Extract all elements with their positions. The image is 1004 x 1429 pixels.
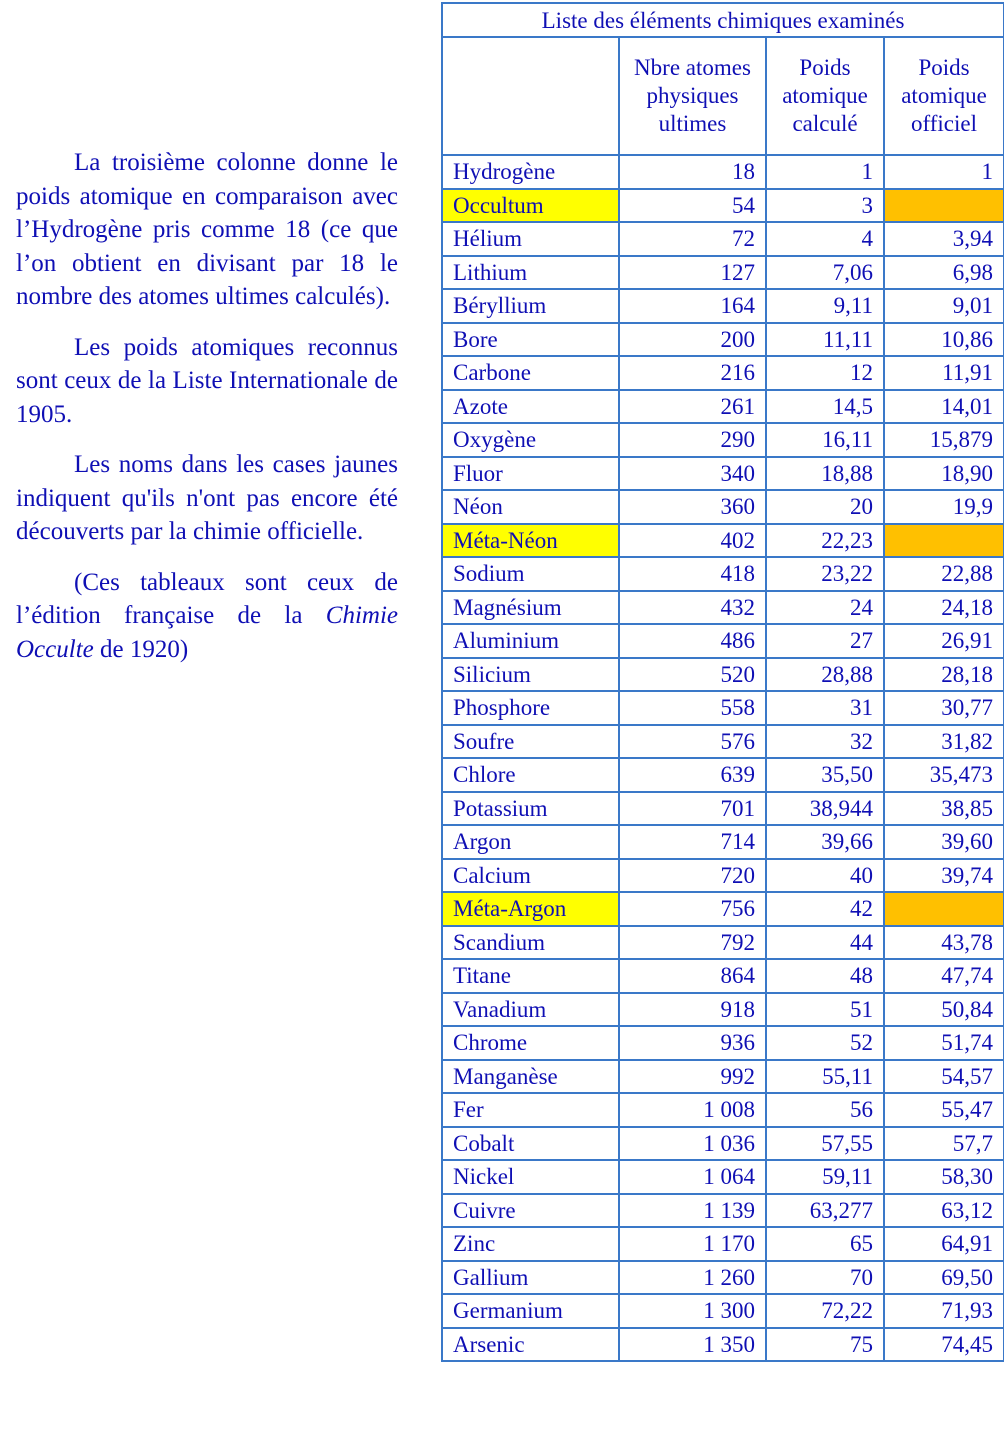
calculated-weight-cell: 4 (766, 222, 884, 256)
atom-count-cell: 72 (619, 222, 766, 256)
atom-count-cell: 1 260 (619, 1261, 766, 1295)
element-name-cell: Hydrogène (442, 155, 619, 189)
element-name-cell: Titane (442, 959, 619, 993)
calculated-weight-cell: 24 (766, 591, 884, 625)
table-row (442, 155, 1004, 189)
calculated-weight-cell: 70 (766, 1261, 884, 1295)
table-row (442, 792, 1004, 826)
atom-count-cell: 486 (619, 624, 766, 658)
source-note-start: (Ces tableaux sont ceux de l’édition française de la (16, 568, 398, 629)
table-row (442, 1227, 1004, 1261)
calculated-weight-cell: 57,55 (766, 1127, 884, 1161)
table-row (442, 993, 1004, 1027)
element-name-cell: Hélium (442, 222, 619, 256)
atom-count-cell: 418 (619, 557, 766, 591)
atom-count-cell: 200 (619, 323, 766, 357)
atom-count-cell: 290 (619, 423, 766, 457)
atom-count-cell: 714 (619, 825, 766, 859)
element-name-cell: Sodium (442, 557, 619, 591)
element-name-cell: Aluminium (442, 624, 619, 658)
element-name-cell: Argon (442, 825, 619, 859)
official-weight-cell: 14,01 (884, 390, 1004, 424)
paragraph-source-note (16, 566, 398, 667)
official-weight-cell: 3,94 (884, 222, 1004, 256)
table-row (442, 825, 1004, 859)
official-weight-cell: 18,90 (884, 457, 1004, 491)
calculated-weight-cell: 3 (766, 189, 884, 223)
official-weight-cell: 58,30 (884, 1160, 1004, 1194)
official-weight-cell: 63,12 (884, 1194, 1004, 1228)
paragraph-official-weights: Les poids atomiques reconnus sont ceux de la Liste Internationale de 1905. (16, 333, 398, 428)
element-name-cell: Zinc (442, 1227, 619, 1261)
element-name-cell: Oxygène (442, 423, 619, 457)
table-row (442, 591, 1004, 625)
element-name-cell: Cobalt (442, 1127, 619, 1161)
calculated-weight-cell: 23,22 (766, 557, 884, 591)
atom-count-cell: 864 (619, 959, 766, 993)
table-row (442, 691, 1004, 725)
element-name-cell: Silicium (442, 658, 619, 692)
table-row (442, 658, 1004, 692)
table-caption-row (442, 3, 1004, 37)
table-row (442, 1328, 1004, 1362)
element-name-cell: Lithium (442, 256, 619, 290)
table-row (442, 624, 1004, 658)
element-name-cell: Scandium (442, 926, 619, 960)
atom-count-cell: 701 (619, 792, 766, 826)
element-name-cell: Occultum (442, 189, 619, 223)
table-row (442, 189, 1004, 223)
table-row (442, 1294, 1004, 1328)
table-row (442, 1093, 1004, 1127)
calculated-weight-cell: 48 (766, 959, 884, 993)
calculated-weight-cell: 75 (766, 1328, 884, 1362)
official-weight-cell: 24,18 (884, 591, 1004, 625)
atom-count-cell: 432 (619, 591, 766, 625)
table-row (442, 557, 1004, 591)
table-row (442, 758, 1004, 792)
atom-count-cell: 992 (619, 1060, 766, 1094)
header-calculated-weight: Poids atomique calculé (766, 37, 884, 155)
table-row (442, 959, 1004, 993)
calculated-weight-cell: 16,11 (766, 423, 884, 457)
elements-table (441, 2, 1004, 1362)
calculated-weight-cell: 35,50 (766, 758, 884, 792)
element-name-cell: Méta-Néon (442, 524, 619, 558)
atom-count-cell: 261 (619, 390, 766, 424)
atom-count-cell: 1 064 (619, 1160, 766, 1194)
calculated-weight-cell: 51 (766, 993, 884, 1027)
table-body (442, 155, 1004, 1361)
atom-count-cell: 792 (619, 926, 766, 960)
calculated-weight-cell: 55,11 (766, 1060, 884, 1094)
official-weight-cell: 50,84 (884, 993, 1004, 1027)
table-row (442, 356, 1004, 390)
atom-count-cell: 936 (619, 1026, 766, 1060)
calculated-weight-cell: 65 (766, 1227, 884, 1261)
official-weight-cell (884, 892, 1004, 926)
atom-count-cell: 340 (619, 457, 766, 491)
official-weight-cell: 26,91 (884, 624, 1004, 658)
atom-count-cell: 54 (619, 189, 766, 223)
table-row (442, 390, 1004, 424)
atom-count-cell: 520 (619, 658, 766, 692)
element-name-cell: Fluor (442, 457, 619, 491)
calculated-weight-cell: 28,88 (766, 658, 884, 692)
official-weight-cell: 43,78 (884, 926, 1004, 960)
element-name-cell: Carbone (442, 356, 619, 390)
atom-count-cell: 216 (619, 356, 766, 390)
official-weight-cell: 74,45 (884, 1328, 1004, 1362)
element-name-cell: Germanium (442, 1294, 619, 1328)
table-row (442, 926, 1004, 960)
element-name-cell: Néon (442, 490, 619, 524)
official-weight-cell: 9,01 (884, 289, 1004, 323)
element-name-cell: Calcium (442, 859, 619, 893)
calculated-weight-cell: 42 (766, 892, 884, 926)
atom-count-cell: 1 139 (619, 1194, 766, 1228)
header-atom-count: Nbre atomes physiques ultimes (619, 37, 766, 155)
table-row (442, 289, 1004, 323)
element-name-cell: Arsenic (442, 1328, 619, 1362)
explanatory-text (16, 146, 398, 683)
atom-count-cell: 639 (619, 758, 766, 792)
element-name-cell: Magnésium (442, 591, 619, 625)
element-name-cell: Vanadium (442, 993, 619, 1027)
element-name-cell: Phosphore (442, 691, 619, 725)
calculated-weight-cell: 56 (766, 1093, 884, 1127)
table-row (442, 457, 1004, 491)
official-weight-cell: 19,9 (884, 490, 1004, 524)
official-weight-cell: 39,60 (884, 825, 1004, 859)
table-row (442, 892, 1004, 926)
official-weight-cell: 35,473 (884, 758, 1004, 792)
official-weight-cell (884, 189, 1004, 223)
element-name-cell: Béryllium (442, 289, 619, 323)
atom-count-cell: 127 (619, 256, 766, 290)
element-name-cell: Bore (442, 323, 619, 357)
official-weight-cell: 57,7 (884, 1127, 1004, 1161)
table-row (442, 725, 1004, 759)
atom-count-cell: 164 (619, 289, 766, 323)
official-weight-cell: 39,74 (884, 859, 1004, 893)
table-row (442, 490, 1004, 524)
official-weight-cell: 28,18 (884, 658, 1004, 692)
element-name-cell: Soufre (442, 725, 619, 759)
calculated-weight-cell: 11,11 (766, 323, 884, 357)
calculated-weight-cell: 9,11 (766, 289, 884, 323)
table-row (442, 1261, 1004, 1295)
table-row (442, 222, 1004, 256)
table-row (442, 323, 1004, 357)
atom-count-cell: 720 (619, 859, 766, 893)
official-weight-cell: 69,50 (884, 1261, 1004, 1295)
table-row (442, 859, 1004, 893)
element-name-cell: Potassium (442, 792, 619, 826)
official-weight-cell: 11,91 (884, 356, 1004, 390)
atom-count-cell: 1 300 (619, 1294, 766, 1328)
paragraph-third-column: La troisième colonne donne le poids atomique en comparaison avec l’Hydrogène pris comme 18 (ce que l’on obtient en divisant par 18 le nombre des atomes ultimes calculés). (16, 149, 398, 310)
calculated-weight-cell: 18,88 (766, 457, 884, 491)
atom-count-cell: 1 350 (619, 1328, 766, 1362)
table-row (442, 524, 1004, 558)
book-title: Chimie Occulte (16, 602, 398, 663)
official-weight-cell: 6,98 (884, 256, 1004, 290)
element-name-cell: Nickel (442, 1160, 619, 1194)
calculated-weight-cell: 32 (766, 725, 884, 759)
element-name-cell: Chlore (442, 758, 619, 792)
official-weight-cell: 1 (884, 155, 1004, 189)
paragraph-yellow-cells: Les noms dans les cases jaunes indiquent qu'ils n'ont pas encore été découverts par la chimie officielle. (16, 451, 398, 545)
calculated-weight-cell: 22,23 (766, 524, 884, 558)
header-official-weight: Poids atomique officiel (884, 37, 1004, 155)
element-name-cell: Chrome (442, 1026, 619, 1060)
source-note-end: de 1920) (93, 635, 189, 663)
calculated-weight-cell: 72,22 (766, 1294, 884, 1328)
table-header-row (442, 37, 1004, 155)
table-caption: Liste des éléments chimiques examinés (442, 3, 1004, 37)
element-name-cell: Azote (442, 390, 619, 424)
calculated-weight-cell: 1 (766, 155, 884, 189)
atom-count-cell: 558 (619, 691, 766, 725)
table-row (442, 423, 1004, 457)
official-weight-cell (884, 524, 1004, 558)
calculated-weight-cell: 44 (766, 926, 884, 960)
element-name-cell: Manganèse (442, 1060, 619, 1094)
official-weight-cell: 31,82 (884, 725, 1004, 759)
table-row (442, 1160, 1004, 1194)
official-weight-cell: 30,77 (884, 691, 1004, 725)
atom-count-cell: 918 (619, 993, 766, 1027)
official-weight-cell: 15,879 (884, 423, 1004, 457)
atom-count-cell: 1 008 (619, 1093, 766, 1127)
official-weight-cell: 38,85 (884, 792, 1004, 826)
calculated-weight-cell: 63,277 (766, 1194, 884, 1228)
calculated-weight-cell: 39,66 (766, 825, 884, 859)
calculated-weight-cell: 7,06 (766, 256, 884, 290)
official-weight-cell: 10,86 (884, 323, 1004, 357)
official-weight-cell: 47,74 (884, 959, 1004, 993)
official-weight-cell: 22,88 (884, 557, 1004, 591)
official-weight-cell: 71,93 (884, 1294, 1004, 1328)
element-name-cell: Cuivre (442, 1194, 619, 1228)
calculated-weight-cell: 14,5 (766, 390, 884, 424)
calculated-weight-cell: 59,11 (766, 1160, 884, 1194)
official-weight-cell: 55,47 (884, 1093, 1004, 1127)
table-row (442, 1060, 1004, 1094)
calculated-weight-cell: 27 (766, 624, 884, 658)
official-weight-cell: 51,74 (884, 1026, 1004, 1060)
element-name-cell: Méta-Argon (442, 892, 619, 926)
table-row (442, 256, 1004, 290)
atom-count-cell: 402 (619, 524, 766, 558)
calculated-weight-cell: 20 (766, 490, 884, 524)
calculated-weight-cell: 38,944 (766, 792, 884, 826)
atom-count-cell: 1 170 (619, 1227, 766, 1261)
header-element (442, 37, 619, 155)
official-weight-cell: 54,57 (884, 1060, 1004, 1094)
atom-count-cell: 756 (619, 892, 766, 926)
element-name-cell: Gallium (442, 1261, 619, 1295)
atom-count-cell: 18 (619, 155, 766, 189)
calculated-weight-cell: 40 (766, 859, 884, 893)
table-row (442, 1026, 1004, 1060)
element-name-cell: Fer (442, 1093, 619, 1127)
calculated-weight-cell: 31 (766, 691, 884, 725)
atom-count-cell: 1 036 (619, 1127, 766, 1161)
table-row (442, 1194, 1004, 1228)
calculated-weight-cell: 12 (766, 356, 884, 390)
atom-count-cell: 360 (619, 490, 766, 524)
table-row (442, 1127, 1004, 1161)
calculated-weight-cell: 52 (766, 1026, 884, 1060)
official-weight-cell: 64,91 (884, 1227, 1004, 1261)
atom-count-cell: 576 (619, 725, 766, 759)
